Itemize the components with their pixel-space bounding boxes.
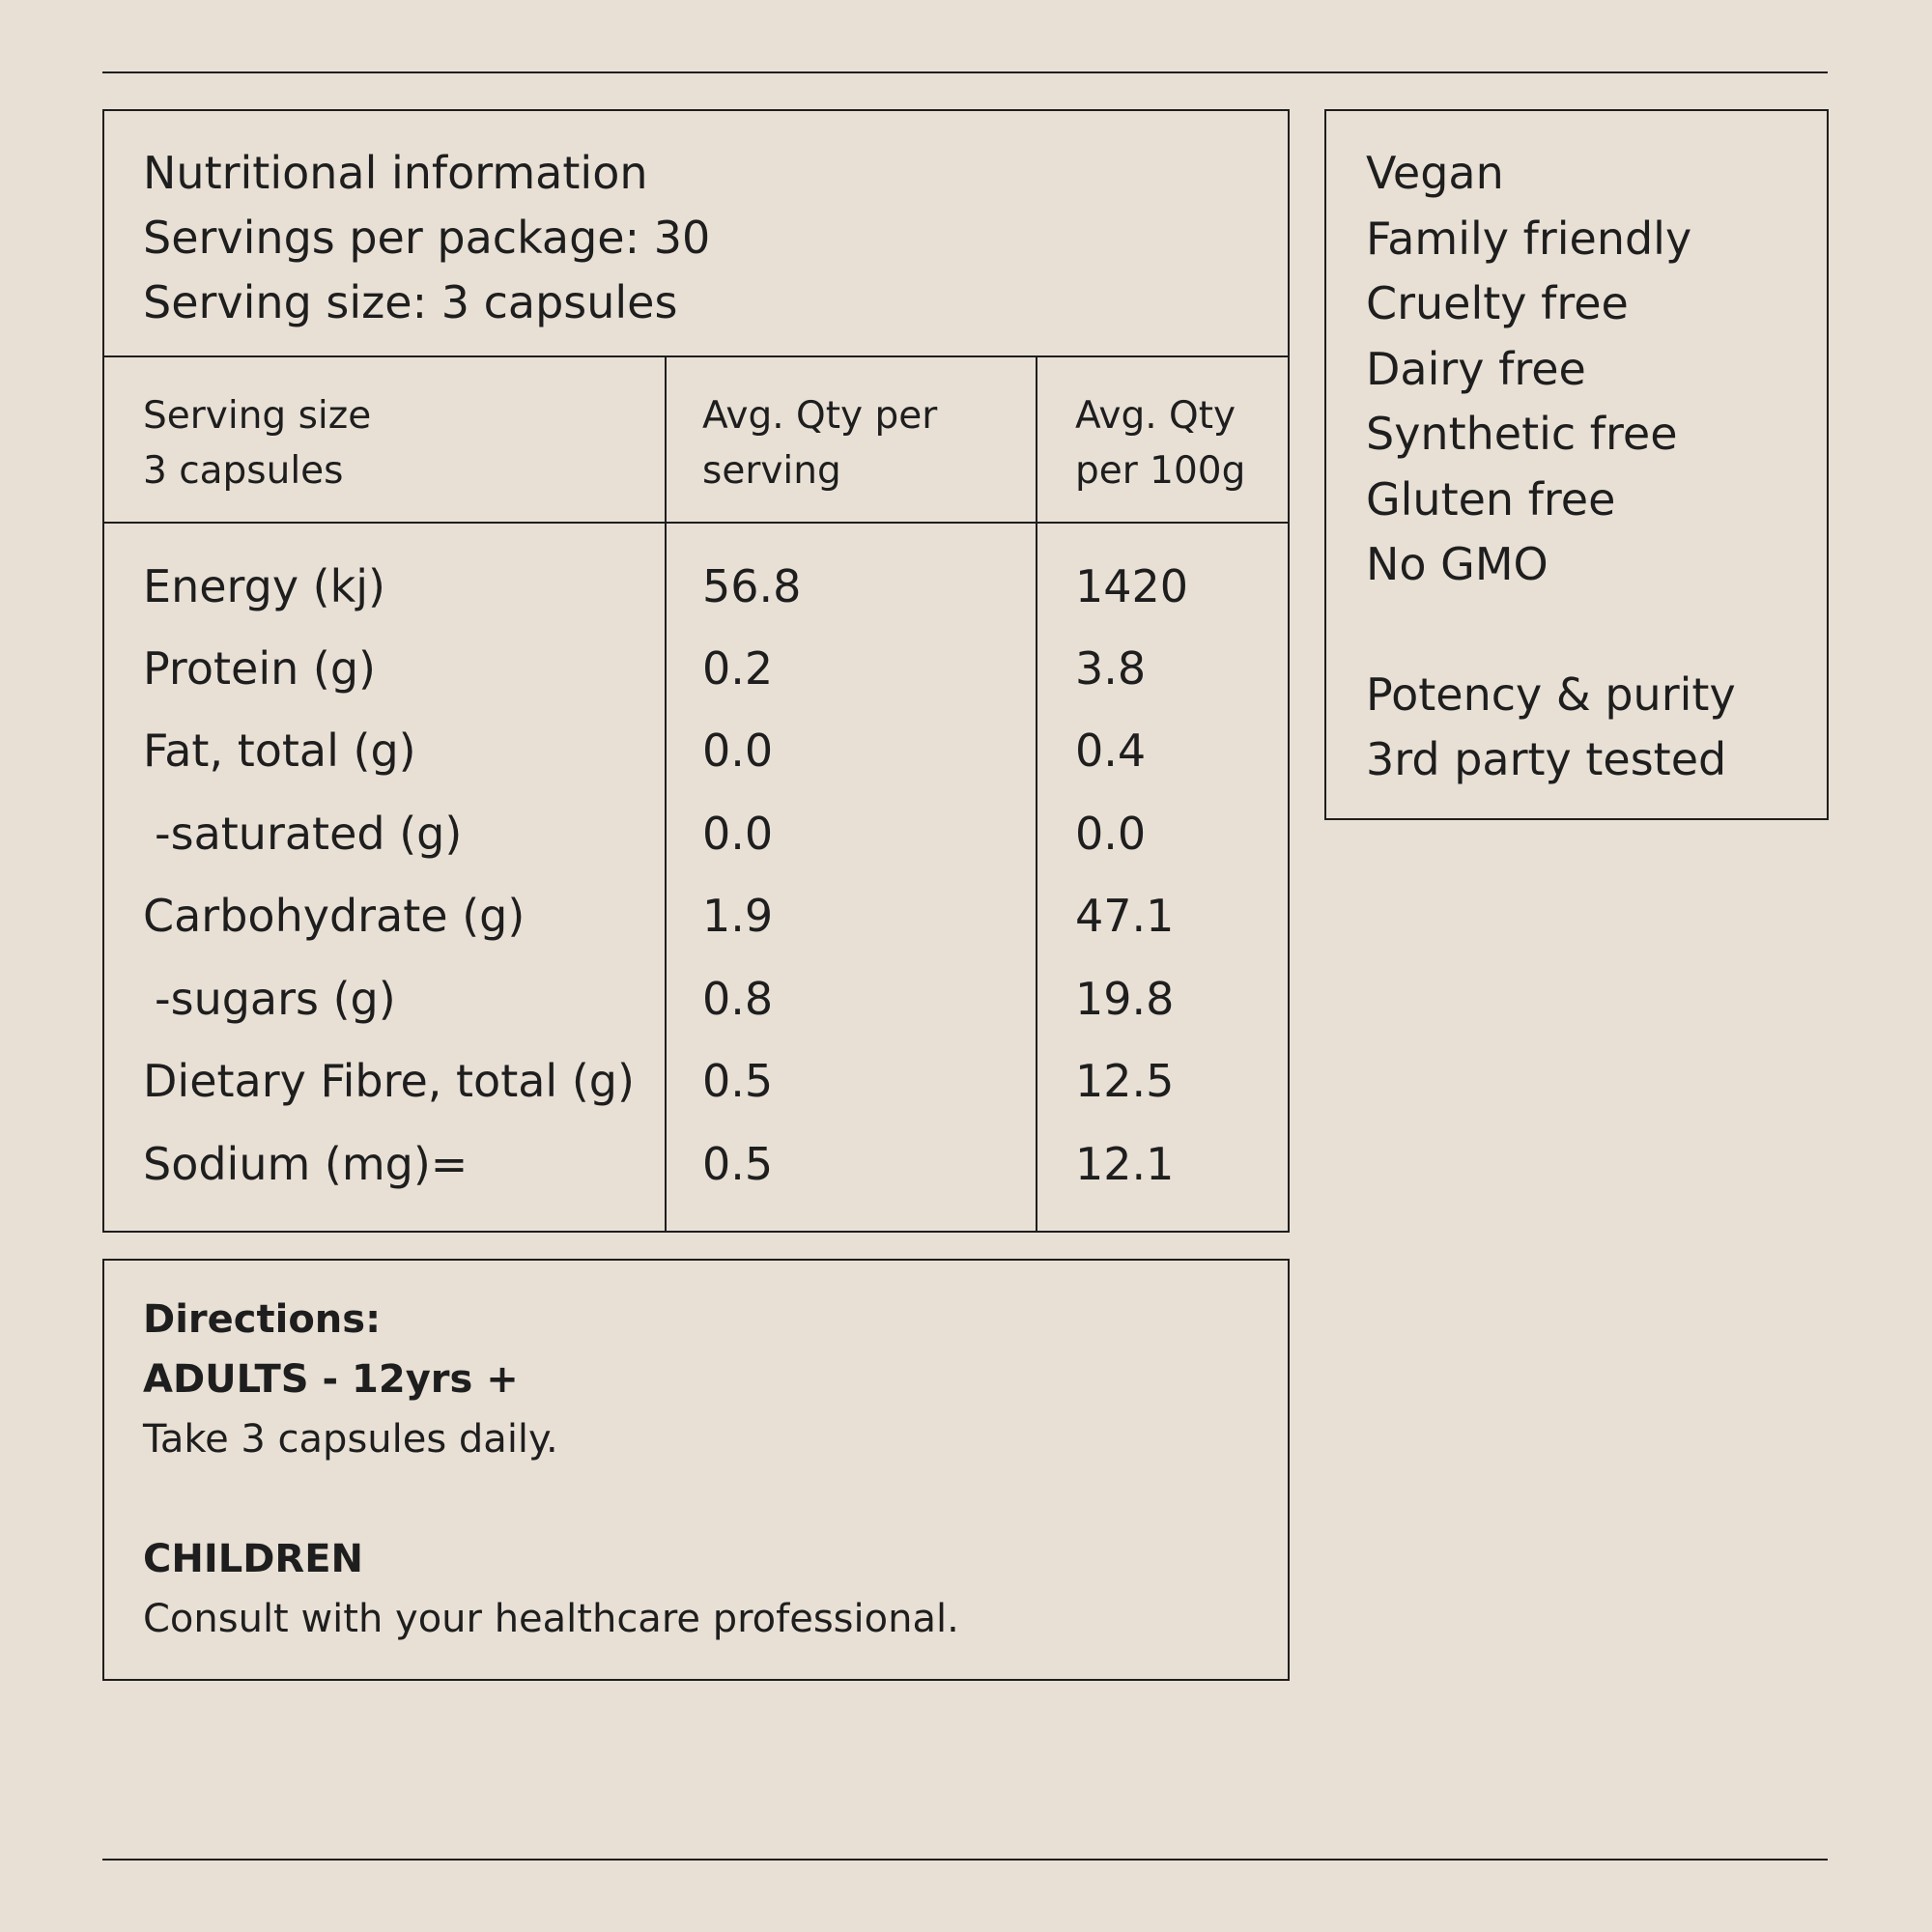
directions-panel	[102, 1259, 1290, 1681]
spacer	[143, 1469, 1288, 1529]
table-row	[104, 709, 1288, 792]
nutrient-name: Fat, total (g)	[143, 724, 416, 777]
nutrient-name: Dietary Fibre, total (g)	[143, 1055, 635, 1107]
column-header-row	[104, 357, 1288, 524]
qty-per-serving: 56.8	[702, 560, 802, 612]
table-row	[104, 627, 1288, 710]
nutrient-name: -sugars (g)	[155, 973, 396, 1025]
adults-heading: ADULTS - 12yrs +	[143, 1357, 519, 1402]
table-row	[104, 792, 1288, 875]
claim-item: Dairy free	[1366, 342, 1586, 395]
nutrient-name: Energy (kj)	[143, 560, 385, 612]
children-heading: CHILDREN	[143, 1537, 364, 1581]
nutrient-name: -saturated (g)	[155, 808, 463, 860]
spacer	[1366, 598, 1827, 663]
nutrient-name: Carbohydrate (g)	[143, 890, 526, 942]
nutrient-name: Protein (g)	[143, 642, 376, 695]
column-header-text: 3 capsules	[143, 449, 344, 493]
column-header-text: per 100g	[1075, 449, 1246, 493]
qty-per-100g: 19.8	[1075, 973, 1175, 1025]
nutrition-title: Nutritional information	[143, 147, 648, 199]
qty-per-serving: 0.5	[702, 1138, 774, 1190]
claim-item: Synthetic free	[1366, 408, 1678, 460]
claim-item: No GMO	[1366, 538, 1548, 590]
table-row	[104, 1039, 1288, 1122]
bottom-divider	[102, 1859, 1828, 1861]
directions-heading: Directions:	[143, 1297, 382, 1342]
nutrition-panel	[102, 109, 1290, 1233]
claims-panel	[1324, 109, 1829, 820]
qty-per-100g: 47.1	[1075, 890, 1175, 942]
testing-claim-line: 3rd party tested	[1366, 733, 1727, 785]
column-header-text: serving	[702, 449, 841, 493]
column-header-text: Avg. Qty per	[702, 394, 938, 438]
adults-directions: Take 3 capsules daily.	[143, 1417, 558, 1462]
column-header-serving-size	[143, 388, 371, 498]
qty-per-100g: 0.0	[1075, 808, 1147, 860]
qty-per-100g: 3.8	[1075, 642, 1147, 695]
qty-per-serving: 1.9	[702, 890, 774, 942]
nutrition-header	[104, 111, 1288, 357]
column-header-per-100g	[1075, 388, 1245, 498]
qty-per-100g: 1420	[1075, 560, 1189, 612]
table-row	[104, 957, 1288, 1040]
claim-item: Vegan	[1366, 147, 1504, 199]
qty-per-serving: 0.0	[702, 808, 774, 860]
column-header-text: Avg. Qty	[1075, 394, 1236, 438]
qty-per-100g: 12.1	[1075, 1138, 1175, 1190]
qty-per-serving: 0.2	[702, 642, 774, 695]
qty-per-100g: 12.5	[1075, 1055, 1175, 1107]
servings-per-package: Servings per package: 30	[143, 212, 711, 264]
column-header-per-serving	[702, 388, 937, 498]
top-divider	[102, 71, 1828, 73]
table-row	[104, 545, 1288, 628]
claim-item: Cruelty free	[1366, 277, 1629, 329]
testing-claim-line: Potency & purity	[1366, 668, 1736, 721]
table-row	[104, 874, 1288, 957]
serving-size: Serving size: 3 capsules	[143, 276, 678, 328]
qty-per-100g: 0.4	[1075, 724, 1147, 777]
qty-per-serving: 0.8	[702, 973, 774, 1025]
qty-per-serving: 0.0	[702, 724, 774, 777]
claim-item: Family friendly	[1366, 212, 1692, 265]
nutrient-name: Sodium (mg)=	[143, 1138, 469, 1190]
table-row	[104, 1122, 1288, 1206]
qty-per-serving: 0.5	[702, 1055, 774, 1107]
children-directions: Consult with your healthcare professional.	[143, 1597, 959, 1641]
claim-item: Gluten free	[1366, 472, 1616, 526]
column-header-text: Serving size	[143, 394, 372, 438]
